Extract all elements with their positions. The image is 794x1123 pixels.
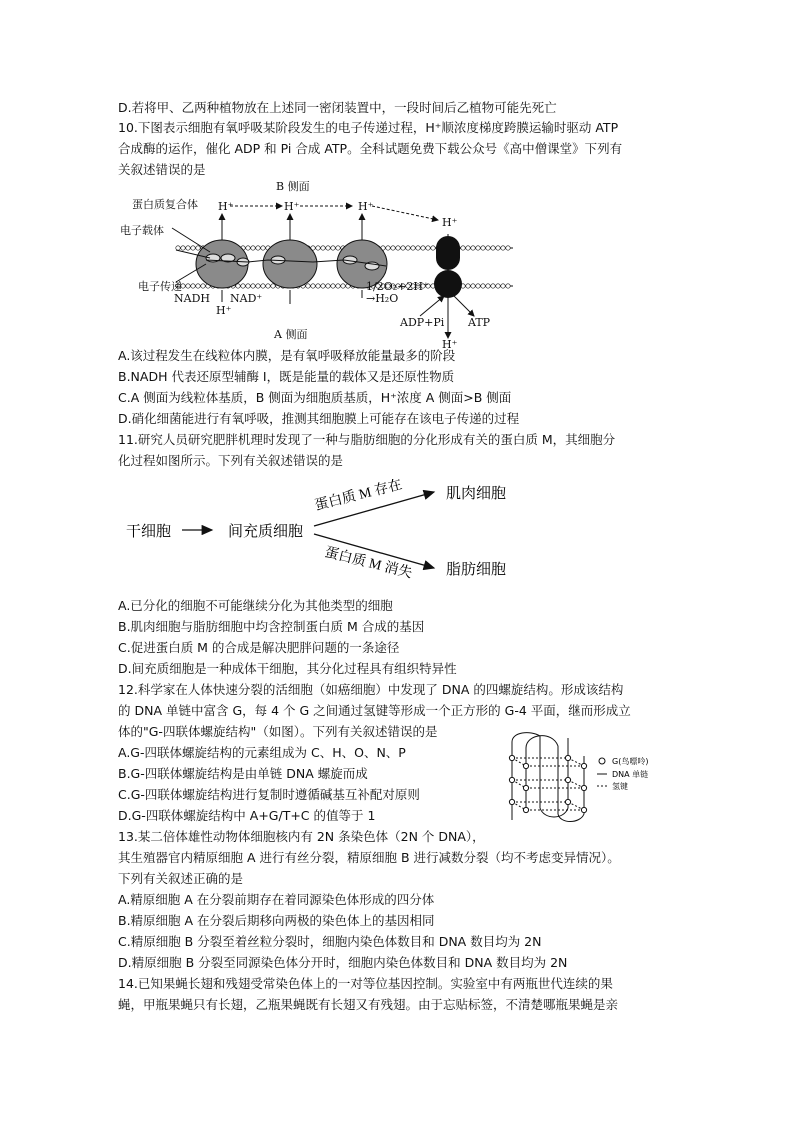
q10-option-c: C.A 侧面为线粒体基质，B 侧面为细胞质基质，H⁺浓度 A 侧面>B 侧面 [118,390,512,405]
legend-g-label: G(鸟嘌呤) [612,757,649,766]
phospholipid-head [496,284,500,288]
q12-stem-line1: 12.科学家在人体快速分裂的活细胞（如癌细胞）中发现了 DNA 的四螺旋结构。形成该结构 [118,682,624,697]
stem-cell-label: 干细胞 [126,524,172,540]
phospholipid-head [396,246,400,250]
q11-option-b: B.肌肉细胞与脂肪细胞中均含控制蛋白质 M 合成的基因 [118,619,425,634]
phospholipid-head [251,284,255,288]
phospholipid-head [261,246,265,250]
differentiation-arrows [182,492,434,568]
q13-option-a: A.精原细胞 A 在分裂前期存在着同源染色体形成的四分体 [118,892,435,907]
g-quadruplex-figure [500,728,670,828]
q10-stem-line1: 10.下图表示细胞有氧呼吸某阶段发生的电子传递过程，H⁺顺浓度梯度跨膜运输时驱动 ATP [118,120,619,135]
phospholipid-head [176,246,180,250]
phospholipid-head [326,246,330,250]
q9-option-d: D.若将甲、乙两种植物放在上述同一密闭装置中，一段时间后乙植物可能先死亡 [118,100,557,115]
phospholipid-head [191,246,195,250]
q14-stem-line1: 14.已知果蝇长翅和残翅受常染色体上的一对等位基因控制。实验室中有两瓶世代连续的果 [118,976,613,991]
q13-option-c: C.精原细胞 B 分裂至着丝粒分裂时，细胞内染色体数目和 DNA 数目均为 2N [118,934,542,949]
phospholipid-head [431,246,435,250]
q10-option-d: D.硝化细菌能进行有氧呼吸，推测其细胞膜上可能存在该电子传递的过程 [118,411,520,426]
phospholipid-head [256,284,260,288]
phospholipid-head [266,284,270,288]
electron-transfer-label: 电子传递 [138,280,182,293]
fat-cell-label: 脂肪细胞 [446,562,507,578]
phospholipid-head [486,284,490,288]
phospholipid-head [476,284,480,288]
phospholipid-head [391,246,395,250]
phospholipid-head [196,246,200,250]
guanine-dot [523,763,528,768]
q12-option-d: D.G-四联体螺旋结构中 A+G/T+C 的值等于 1 [118,808,376,823]
atp-label: ATP [468,316,491,329]
oxygen-equation-label: 1/2O₂+2H⁺ [366,280,429,293]
phospholipid-head [481,284,485,288]
guanine-dot [581,807,586,812]
q14-stem-line2: 蝇，甲瓶果蝇只有长翅，乙瓶果蝇既有长翅又有残翅。由于忘贴标签，不清楚哪瓶果蝇是亲 [118,997,619,1012]
phospholipid-head [421,246,425,250]
phospholipid-head [331,284,335,288]
q11-option-d: D.间充质细胞是一种成体干细胞，其分化过程具有组织特异性 [118,661,457,676]
q11-option-c: C.促进蛋白质 M 的合成是解决肥胖问题的一条途径 [118,640,400,655]
q10-stem-line3: 关叙述错误的是 [118,162,206,177]
hydrogen-bond-lines [512,758,584,810]
q12-option-b: B.G-四联体螺旋结构是由单链 DNA 螺旋而成 [118,766,368,781]
nad-plus-label: NAD⁺ [230,292,263,305]
phospholipid-head [181,246,185,250]
phospholipid-head [406,246,410,250]
phospholipid-head [506,246,510,250]
guanine-dot [509,755,514,760]
phospholipid-head [321,284,325,288]
phospholipid-head [491,284,495,288]
phospholipid-head [336,284,340,288]
guanine-dot [523,785,528,790]
q12-option-c: C.G-四联体螺旋结构进行复制时遵循碱基互补配对原则 [118,787,420,802]
protein-complex-label: 蛋白质复合体 [132,198,198,211]
phospholipid-head [416,246,420,250]
phospholipid-head [476,246,480,250]
m-absent-label: 蛋白质 M 消失 [323,545,414,582]
q13-stem-line3: 下列有关叙述正确的是 [118,871,244,886]
phospholipid-head [471,284,475,288]
q12-stem-line3: 体的"G-四联体螺旋结构"（如图）。下列有关叙述错误的是 [118,724,438,739]
phospholipid-head [336,246,340,250]
h-plus-label: H⁺ [216,304,232,317]
phospholipid-head [466,246,470,250]
h-plus-label: H⁺ [218,200,234,213]
phospholipid-head [261,284,265,288]
phospholipid-head [386,246,390,250]
phospholipid-head [191,284,195,288]
q10-stem-line2: 合成酶的运作，催化 ADP 和 Pi 合成 ATP。全科试题免费下载公众号《高中僧课堂》下列有 [118,141,623,156]
phospholipid-head [401,246,405,250]
q11-option-a: A.已分化的细胞不可能继续分化为其他类型的细胞 [118,598,393,613]
q13-stem-line1: 13.某二倍体雄性动物体细胞核内有 2N 条染色体（2N 个 DNA）， [118,829,485,844]
guanine-dot [523,807,528,812]
guanine-dot [581,763,586,768]
phospholipid-head [501,284,505,288]
phospholipid-head [201,284,205,288]
mesenchymal-cell-label: 间充质细胞 [228,524,304,540]
phospholipid-head [321,246,325,250]
h-plus-label: H⁺ [358,200,374,213]
phospholipid-head [496,246,500,250]
q13-option-b: B.精原细胞 A 在分裂后期移向两极的染色体上的基因相同 [118,913,435,928]
phospholipid-head [461,246,465,250]
h-plus-label: H⁺ [442,216,458,229]
water-label: →H₂O [366,292,399,305]
nadh-label: NADH [174,292,210,305]
electron-transport-figure [118,178,518,348]
phospholipid-head [331,246,335,250]
phospholipid-head [316,246,320,250]
h-plus-label: H⁺ [442,338,458,348]
m-present-label: 蛋白质 M 存在 [313,477,404,514]
phospholipid-head [501,246,505,250]
b-side-label: B 侧面 [276,180,310,193]
phospholipid-head [411,246,415,250]
phospholipid-head [491,246,495,250]
q11-stem-line2: 化过程如图所示。下列有关叙述错误的是 [118,453,344,468]
phospholipid-head [271,284,275,288]
phospholipid-head [481,246,485,250]
adp-pi-label: ADP+Pi [400,316,445,329]
phospholipid-head [326,284,330,288]
phospholipid-head [426,246,430,250]
phospholipid-head [251,246,255,250]
q11-stem-line1: 11.研究人员研究肥胖机理时发现了一种与脂肪细胞的分化形成有关的蛋白质 M，其细胞分 [118,432,616,447]
protein-complex-2 [263,240,317,288]
legend-hbond-label: 氢键 [612,782,628,791]
q10-option-b: B.NADH 代表还原型辅酶 I，既是能量的载体又是还原性物质 [118,369,455,384]
phospholipid-head [256,246,260,250]
guanine-dot [581,785,586,790]
phospholipid-head [471,246,475,250]
phospholipid-head [341,284,345,288]
q13-option-d: D.精原细胞 B 分裂至同源染色体分开时，细胞内染色体数目和 DNA 数目均为 2N [118,955,568,970]
guanine-dot [509,777,514,782]
phospholipid-head [246,246,250,250]
phospholipid-head [246,284,250,288]
guanine-dot [565,755,570,760]
q10-option-a: A.该过程发生在线粒体内膜，是有氧呼吸释放能量最多的阶段 [118,348,456,363]
h-plus-label: H⁺ [284,200,300,213]
guanine-dot [565,777,570,782]
legend-g-marker [599,758,605,764]
phospholipid-head [306,284,310,288]
q12-stem-line2: 的 DNA 单链中富含 G，每 4 个 G 之间通过氢键等形成一个正方形的 G-4 平面，继而形成立 [118,703,631,718]
phospholipid-head [186,246,190,250]
phospholipid-head [506,284,510,288]
differentiation-figure [118,470,538,590]
dna-strand [540,738,568,817]
muscle-cell-label: 肌肉细胞 [446,486,507,502]
phospholipid-head [241,284,245,288]
guanine-dot [565,799,570,804]
legend-strand-label: DNA 单链 [612,770,649,779]
phospholipid-head [311,284,315,288]
phospholipid-head [196,284,200,288]
a-side-label: A 侧面 [274,328,308,341]
electron-carrier-label: 电子载体 [120,224,164,237]
phospholipid-head [186,284,190,288]
q12-option-a: A.G-四联体螺旋结构的元素组成为 C、H、O、N、P [118,745,406,760]
guanine-dot [509,799,514,804]
phospholipid-head [466,284,470,288]
phospholipid-head [316,284,320,288]
q13-stem-line2: 其生殖器官内精原细胞 A 进行有丝分裂，精原细胞 B 进行减数分裂（均不考虑变异情况）。 [118,850,620,865]
phospholipid-head [486,246,490,250]
